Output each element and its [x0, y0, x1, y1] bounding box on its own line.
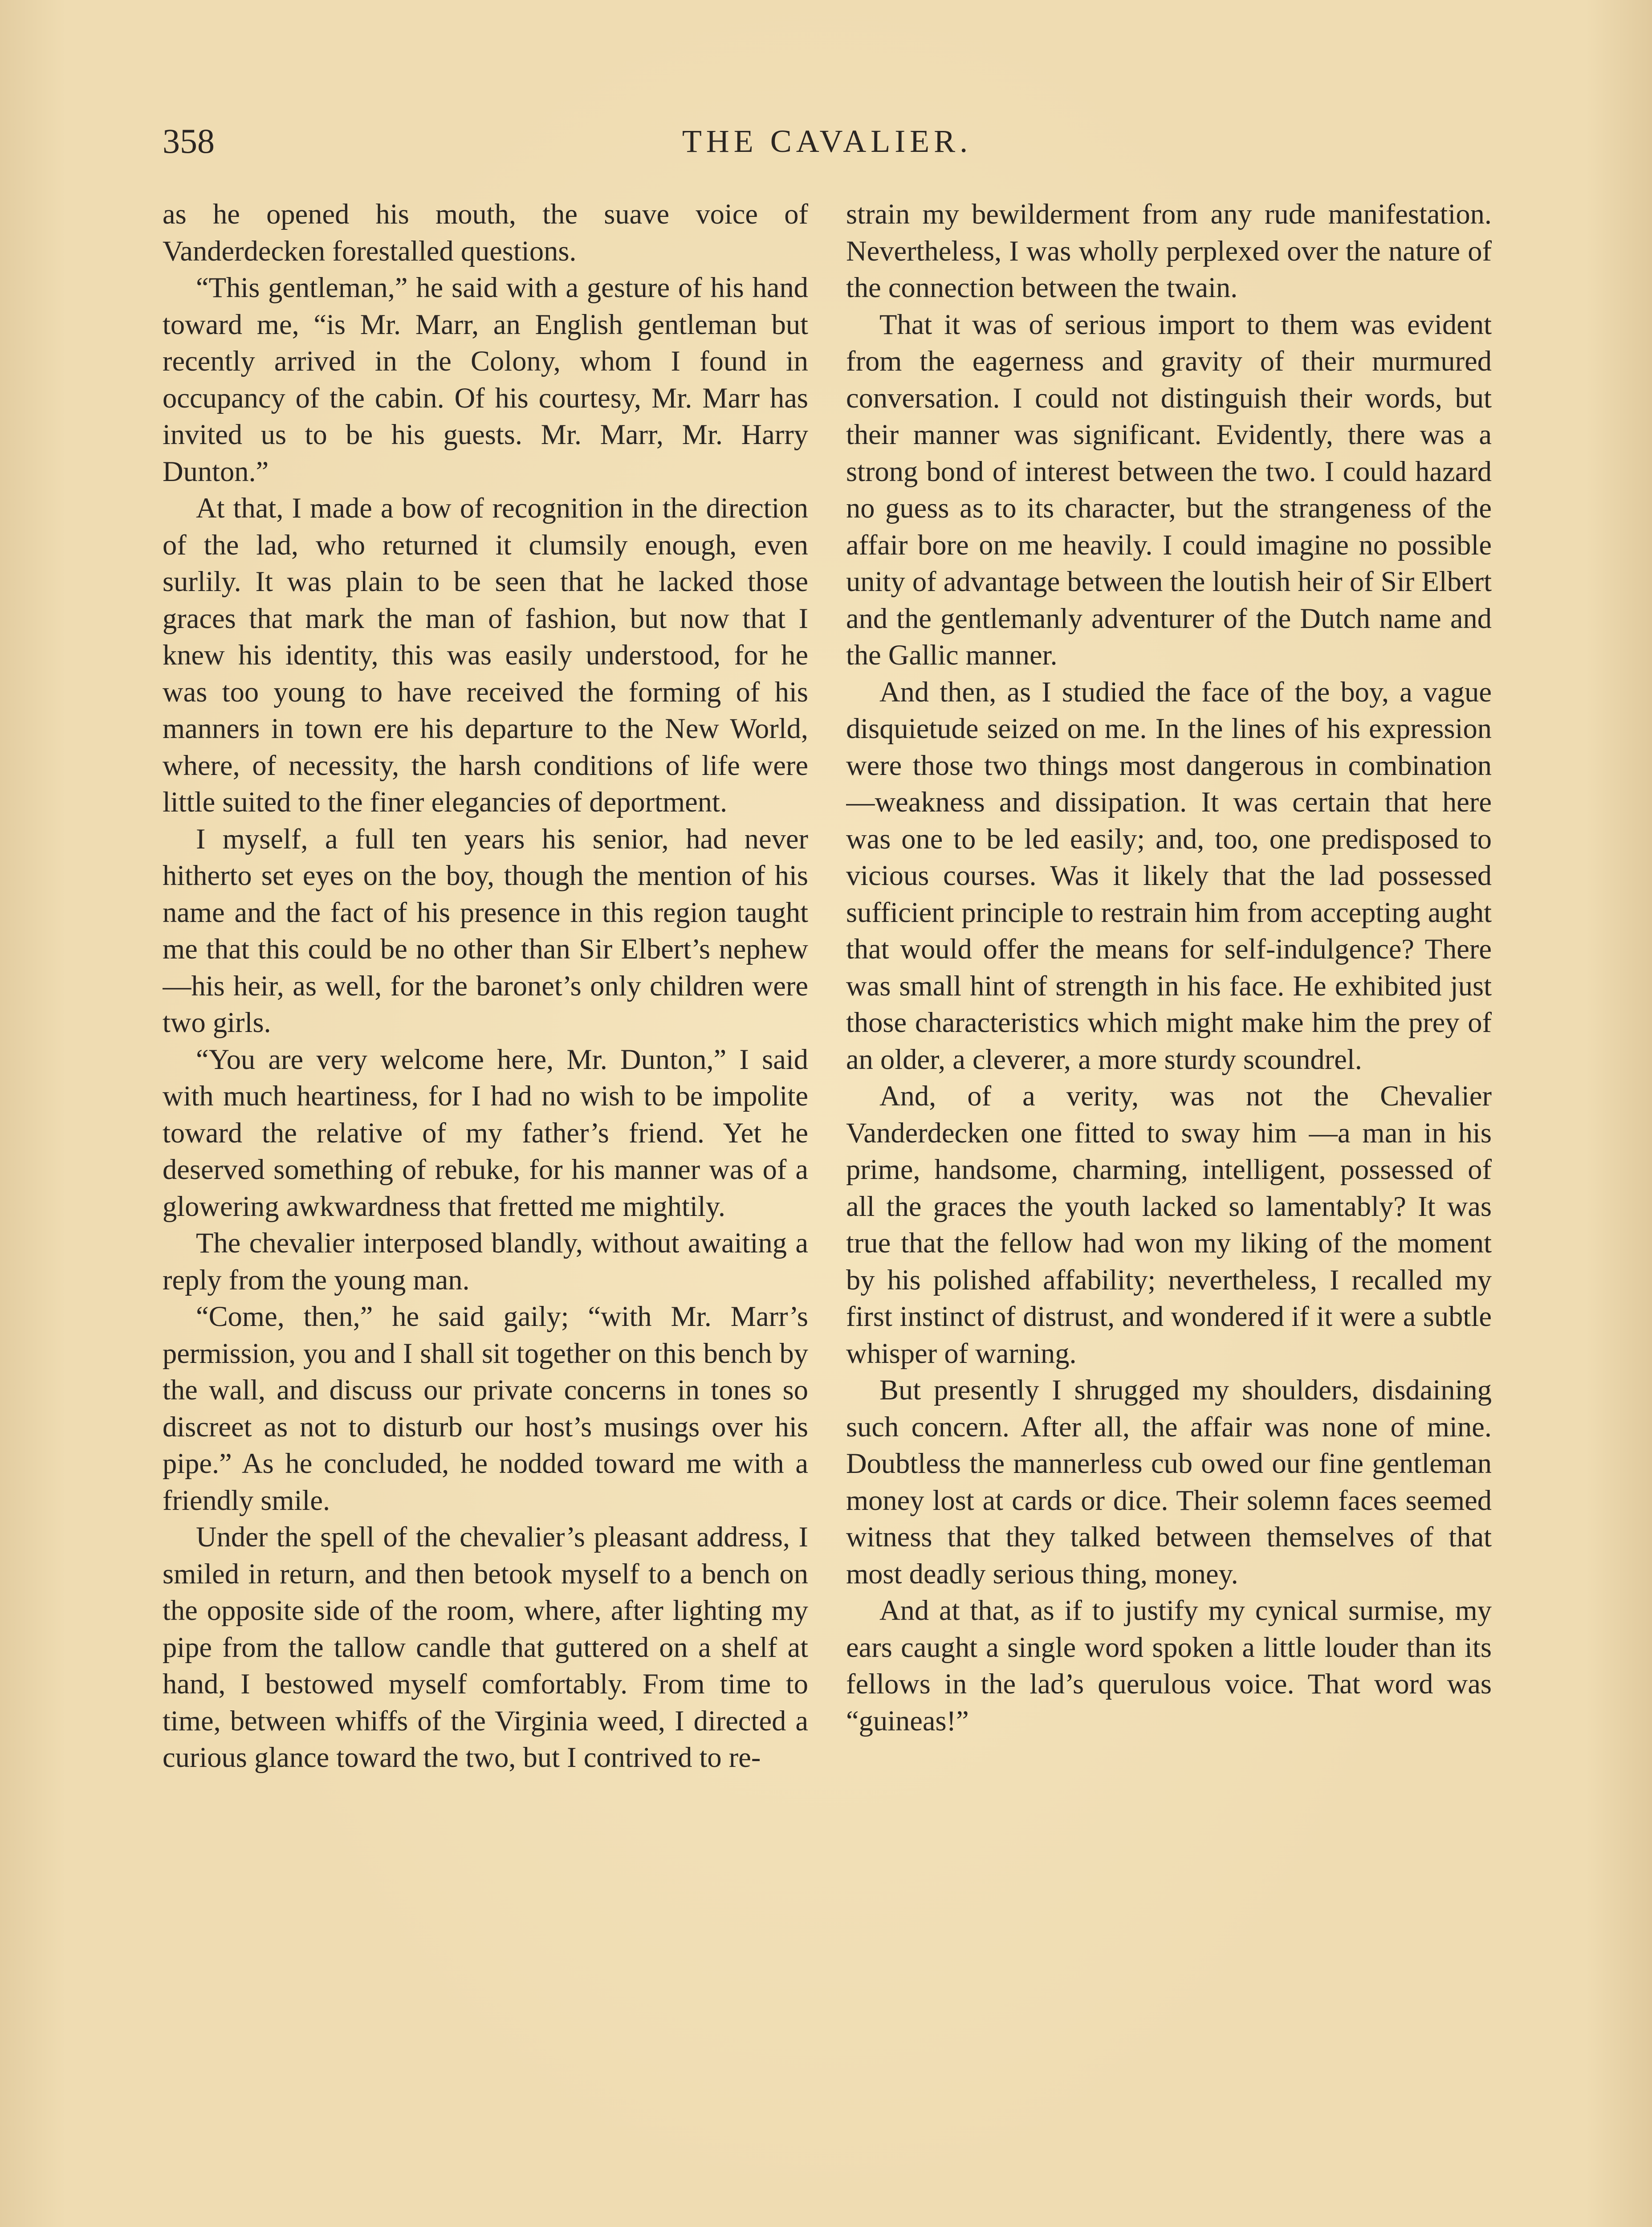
paragraph: The chevalier interposed blandly, without awaiting a reply from the young man. [163, 1227, 808, 1296]
running-head: THE CAVALIER. [682, 123, 972, 159]
left-column [163, 196, 808, 2227]
right-column [846, 196, 1492, 2227]
paragraph: At that, I made a bow of recognition in the direction of the lad, who returned it clumsily enough, even surlily. It was plain to be seen that he lacked those graces that mark the man of fashion, but now that I knew his identity, this was easily understood, for he was too young to have received the forming of his manners in town ere his departure to the New World, where, of necessity, the harsh conditions of life were little suited to the finer elegancies of deportment. [163, 492, 808, 818]
paragraph: strain my bewilderment from any rude manifestation. Nevertheless, I was wholly perplexed over the nature of the connection between the twain. [846, 198, 1492, 303]
paragraph: “Come, then,” he said gaily; “with Mr. Marr’s permission, you and I shall sit together on this bench by the wall, and discuss our private concerns in tones so discreet as not to disturb our host’s musings over his pipe.” As he concluded, he nodded toward me with a friendly smile. [163, 1301, 808, 1516]
paragraph: as he opened his mouth, the suave voice of Vanderdecken forestalled questions. [163, 198, 808, 267]
paragraph: And then, as I studied the face of the boy, a vague disquietude seized on me. In the lines of his expression were those two things most dangerous in combination—weakness and dissipation. It was certain that here was one to be led easily; and, too, one predisposed to vicious courses. Was it likely that the lad possessed sufficient principle to restrain him from accepting aught that would offer the means for self-indulgence? There was small hint of strength in his face. He exhibited just those characteristics which might make him the prey of an older, a cleverer, a more sturdy scoundrel. [846, 676, 1492, 1075]
paragraph: That it was of serious import to them was evident from the eagerness and gravity of their murmured conversation. I could not distinguish their words, but their manner was significant. Evidently, there was a strong bond of interest between the two. I could hazard no guess as to its character, but the strangeness of the affair bore on me heavily. I could imagine no possible unity of advantage between the loutish heir of Sir Elbert and the gentlemanly adventurer of the Dutch name and the Gallic manner. [846, 308, 1492, 671]
paragraph: I myself, a full ten years his senior, had never hitherto set eyes on the boy, though the mention of his name and the fact of his presence in this region taught me that this could be no other than Sir Elbert’s nephew—his heir, as well, for the baronet’s only children were two girls. [163, 823, 808, 1038]
paragraph: And, of a verity, was not the Chevalier Vanderdecken one fitted to sway him —a man in his prime, handsome, charming, intelligent, possessed of all the graces the youth lacked so lamentably? It was true that the fellow had won my liking of the moment by his polished affability; nevertheless, I recalled my first instinct of distrust, and wondered if it were a subtle whisper of warning. [846, 1080, 1492, 1369]
page-number: 358 [163, 122, 215, 160]
paragraph: But presently I shrugged my shoulders, disdaining such concern. After all, the affair was none of mine. Doubtless the mannerless cub owed our fine gentleman money lost at cards or dice. Their solemn faces seemed witness that they talked between themselves of that most deadly serious thing, money. [846, 1374, 1492, 1590]
paragraph: Under the spell of the chevalier’s pleasant address, I smiled in return, and then betook myself to a bench on the opposite side of the room, where, after lighting my pipe from the tallow candle that guttered on a shelf at hand, I bestowed myself comfortably. From time to time, between whiffs of the Virginia weed, I directed a curious glance toward the two, but I contrived to re- [163, 1521, 808, 1773]
paragraph: “This gentleman,” he said with a gesture of his hand toward me, “is Mr. Marr, an English gentleman but recently arrived in the Colony, whom I found in occupancy of the cabin. Of his courtesy, Mr. Marr has invited us to be his guests. Mr. Marr, Mr. Harry Dunton.” [163, 272, 808, 487]
paragraph: And at that, as if to justify my cynical surmise, my ears caught a single word spoken a little louder than its fellows in the lad’s querulous voice. That word was “guineas!” [846, 1595, 1492, 1737]
paragraph: “You are very welcome here, Mr. Dunton,” I said with much heartiness, for I had no wish to be impolite toward the relative of my father’s friend. Yet he deserved something of rebuke, for his manner was of a glowering awkwardness that fretted me mightily. [163, 1043, 808, 1222]
page-header [163, 117, 1492, 166]
